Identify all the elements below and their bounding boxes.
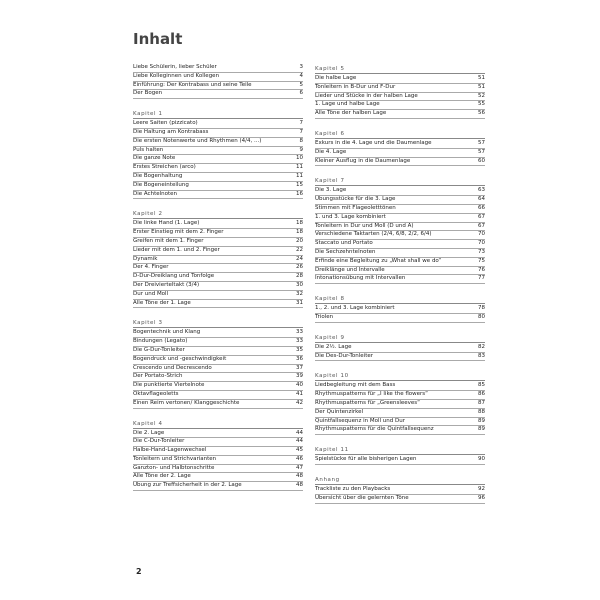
toc-right-column — [315, 64, 485, 514]
toc-entry-page: 80 — [478, 313, 485, 320]
toc-entry-title: Der Bogen — [133, 90, 163, 97]
toc-entry-page: 89 — [478, 426, 485, 433]
toc-entry — [315, 214, 485, 223]
toc-entry-title: Oktavflageoletts — [133, 390, 179, 397]
toc-entry-title: Crescendo und Decrescendo — [133, 364, 212, 371]
toc-entry — [315, 240, 485, 249]
toc-entry-title: Die Des-Dur-Tonleiter — [315, 352, 373, 359]
toc-entry-page: 44 — [296, 438, 303, 445]
toc-entry — [315, 75, 485, 84]
toc-entry — [315, 196, 485, 205]
toc-entry-page: 63 — [478, 187, 485, 194]
toc-section — [133, 318, 303, 408]
toc-entry — [133, 120, 303, 129]
toc-entry-page: 16 — [296, 190, 303, 197]
toc-entry — [315, 305, 485, 314]
toc-entry-page: 35 — [296, 346, 303, 353]
toc-entry-page: 18 — [296, 229, 303, 236]
toc-entry-title: Einen Reim vertonen/ Klanggeschichte — [133, 399, 240, 406]
toc-entry-title: Kleiner Ausflug in die Daumenlage — [315, 157, 411, 164]
toc-entry — [315, 275, 485, 284]
toc-entry-page: 40 — [296, 382, 303, 389]
toc-entry-title: Trackliste zu den Playbacks — [315, 485, 391, 492]
toc-entry-page: 24 — [296, 255, 303, 262]
toc-entry — [315, 158, 485, 167]
toc-entry-title: Der Quintenzirkel — [315, 408, 364, 415]
toc-entry — [133, 465, 303, 474]
toc-entry — [133, 182, 303, 191]
toc-entry-page: 37 — [296, 364, 303, 371]
toc-entry-page: 64 — [478, 196, 485, 203]
toc-entry-page: 41 — [296, 390, 303, 397]
toc-entry — [315, 231, 485, 240]
toc-entry-page: 45 — [296, 447, 303, 454]
toc-entry-page: 73 — [478, 248, 485, 255]
toc-entry — [315, 314, 485, 323]
toc-section — [315, 475, 485, 504]
toc-entry-title: Halbe-Hand-Lagenwechsel — [133, 447, 207, 454]
toc-section — [133, 419, 303, 492]
toc-entry — [133, 347, 303, 356]
toc-entry-page: 7 — [299, 120, 303, 127]
toc-entry-title: Staccato und Portato — [315, 240, 373, 247]
toc-entry — [133, 173, 303, 182]
toc-entry-title: Puls halten — [133, 146, 164, 153]
toc-entry-page: 90 — [478, 456, 485, 463]
toc-entry-page: 48 — [296, 482, 303, 489]
toc-entry-page: 33 — [296, 338, 303, 345]
toc-entry-title: Die G-Dur-Tonleiter — [133, 346, 185, 353]
toc-entry-page: 51 — [478, 83, 485, 90]
toc-entry-page: 22 — [296, 246, 303, 253]
toc-entry-title: Die 4. Lage — [315, 148, 347, 155]
toc-section — [133, 209, 303, 308]
toc-entry-page: 20 — [296, 237, 303, 244]
toc-entry-title: Rhythmuspatterns für „Greensleeves“ — [315, 399, 420, 406]
toc-entry — [133, 155, 303, 164]
toc-entry-page: 76 — [478, 266, 485, 273]
toc-entry — [315, 456, 485, 465]
toc-entry-title: Die 3. Lage — [315, 187, 347, 194]
toc-entry-page: 32 — [296, 290, 303, 297]
toc-entry — [133, 482, 303, 491]
toc-section — [315, 333, 485, 362]
toc-section — [133, 109, 303, 199]
toc-entry-page: 70 — [478, 240, 485, 247]
toc-entry-page: 36 — [296, 355, 303, 362]
toc-entry-title: Lieder und Stücke in der halben Lage — [315, 92, 418, 99]
toc-entry — [133, 264, 303, 273]
toc-entry-page: 3 — [299, 64, 303, 70]
toc-entry — [133, 456, 303, 465]
chapter-heading: Kapitel 10 — [315, 371, 485, 381]
toc-entry-page: 82 — [478, 343, 485, 350]
toc-entry — [133, 256, 303, 265]
toc-entry — [315, 391, 485, 400]
toc-entry-title: Alle Töne der halben Lage — [315, 110, 387, 117]
toc-entry — [315, 205, 485, 214]
toc-entry — [133, 291, 303, 300]
toc-entry-title: 1. und 3. Lage kombiniert — [315, 213, 386, 220]
toc-entry-title: Die linke Hand (1. Lage) — [133, 220, 200, 227]
toc-entry-page: 57 — [478, 148, 485, 155]
toc-entry — [315, 101, 485, 110]
toc-entry — [133, 138, 303, 147]
toc-entry-title: Die Sechzehntelnoten — [315, 248, 376, 255]
toc-entry-page: 67 — [478, 213, 485, 220]
toc-entry-title: Bogendruck und -geschwindigkeit — [133, 355, 227, 362]
toc-entry — [133, 164, 303, 173]
toc-entry — [133, 247, 303, 256]
toc-entry-page: 60 — [478, 157, 485, 164]
toc-entry-title: Tonleitern in B-Dur und F-Dur — [315, 83, 396, 90]
toc-entry-title: Intonationsübung mit Intervallen — [315, 275, 406, 282]
toc-entry — [133, 273, 303, 282]
toc-entry-page: 28 — [296, 273, 303, 280]
toc-entry — [133, 191, 303, 200]
toc-entry-page: 7 — [299, 128, 303, 135]
toc-entry-title: Alle Töne der 1. Lage — [133, 299, 191, 306]
toc-entry-page: 42 — [296, 399, 303, 406]
toc-entry — [315, 495, 485, 504]
toc-entry-title: Tonleitern und Strichvarianten — [133, 455, 217, 462]
toc-entry-title: Die C-Dur-Tonleiter — [133, 438, 185, 445]
toc-entry-title: Dreiklänge und Intervalle — [315, 266, 385, 273]
toc-entry — [315, 418, 485, 427]
toc-entry — [315, 149, 485, 158]
toc-entry-title: Der 4. Finger — [133, 264, 169, 271]
toc-entry — [133, 282, 303, 291]
toc-entry — [315, 400, 485, 409]
toc-entry-title: Verschiedene Taktarten (2/4, 6/8, 2/2, 6/4) — [315, 231, 432, 238]
toc-entry-title: Übung zur Treffsicherheit in der 2. Lage — [133, 482, 242, 489]
toc-entry-page: 51 — [478, 75, 485, 81]
toc-entry-page: 47 — [296, 464, 303, 471]
toc-entry-title: Quintfallsequenz in Moll und Dur — [315, 417, 405, 424]
toc-entry-title: Lieder mit dem 1. und 2. Finger — [133, 246, 220, 253]
toc-entry-title: Liebe Schülerin, lieber Schüler — [133, 64, 217, 70]
toc-entry — [315, 344, 485, 353]
chapter-heading: Kapitel 7 — [315, 176, 485, 186]
toc-entry — [133, 229, 303, 238]
toc-entry-title: Übersicht über die gelernten Töne — [315, 494, 409, 501]
toc-entry-page: 52 — [478, 92, 485, 99]
toc-entry-page: 30 — [296, 281, 303, 288]
toc-entry-page: 70 — [478, 231, 485, 238]
toc-entry-title: D-Dur-Dreiklang und Tonfolge — [133, 273, 215, 280]
toc-entry-title: Die 2. Lage — [133, 429, 165, 436]
toc-entry — [315, 382, 485, 391]
toc-entry-page: 67 — [478, 222, 485, 229]
toc-section — [315, 64, 485, 119]
toc-entry — [133, 147, 303, 156]
toc-entry — [315, 426, 485, 435]
toc-entry — [133, 430, 303, 439]
toc-section — [133, 64, 303, 99]
toc-entry-page: 15 — [296, 181, 303, 188]
toc-entry — [133, 90, 303, 99]
toc-entry-title: Die Bogeneinteilung — [133, 181, 189, 188]
toc-entry-title: Bindungen (Legato) — [133, 338, 188, 345]
toc-entry — [133, 300, 303, 309]
page-title: Inhalt — [133, 30, 183, 48]
toc-entry-title: Die halbe Lage — [315, 75, 357, 81]
toc-section — [315, 294, 485, 323]
toc-entry — [133, 447, 303, 456]
toc-entry-title: Spielstücke für alle bisherigen Lagen — [315, 456, 417, 463]
toc-entry-title: Einführung: Der Kontrabass und seine Teile — [133, 81, 252, 88]
toc-entry — [315, 258, 485, 267]
toc-entry — [133, 391, 303, 400]
toc-entry — [315, 110, 485, 119]
toc-entry-title: Die Bogenhaltung — [133, 172, 183, 179]
toc-entry-page: 9 — [299, 146, 303, 153]
toc-entry-page: 55 — [478, 101, 485, 108]
chapter-heading: Kapitel 1 — [133, 109, 303, 119]
toc-entry-title: Die Achtelnoten — [133, 190, 178, 197]
toc-entry-page: 33 — [296, 329, 303, 336]
toc-entry — [133, 73, 303, 82]
toc-entry — [133, 356, 303, 365]
chapter-heading: Kapitel 5 — [315, 64, 485, 74]
toc-entry-page: 46 — [296, 455, 303, 462]
toc-entry-page: 39 — [296, 373, 303, 380]
toc-entry-title: Tonleitern in Dur und Moll (D und A) — [315, 222, 414, 229]
toc-entry — [133, 400, 303, 409]
toc-entry-title: Erstes Streichen (arco) — [133, 164, 196, 171]
toc-entry-page: 96 — [478, 494, 485, 501]
toc-entry — [315, 249, 485, 258]
toc-entry-title: Rhythmuspatterns für „I like the flowers“ — [315, 391, 429, 398]
toc-section — [315, 445, 485, 465]
toc-entry-title: Greifen mit dem 1. Finger — [133, 237, 204, 244]
toc-entry-page: 89 — [478, 417, 485, 424]
toc-entry — [315, 187, 485, 196]
chapter-heading: Kapitel 2 — [133, 209, 303, 219]
toc-entry — [315, 140, 485, 149]
toc-entry-page: 85 — [478, 382, 485, 389]
toc-entry-page: 11 — [296, 164, 303, 171]
toc-entry-title: Dynamik — [133, 255, 158, 262]
toc-entry — [133, 64, 303, 73]
toc-entry-title: Die ersten Notenwerte und Rhythmen (4/4, ...) — [133, 137, 262, 144]
toc-entry-page: 31 — [296, 299, 303, 306]
toc-entry — [315, 353, 485, 362]
toc-entry-page: 75 — [478, 257, 485, 264]
toc-entry — [133, 473, 303, 482]
toc-entry — [133, 82, 303, 91]
toc-section — [315, 371, 485, 435]
toc-entry-page: 11 — [296, 172, 303, 179]
toc-entry-page: 56 — [478, 110, 485, 117]
toc-entry-page: 48 — [296, 473, 303, 480]
toc-entry-page: 57 — [478, 139, 485, 146]
toc-section — [315, 129, 485, 166]
toc-entry-page: 10 — [296, 155, 303, 162]
toc-entry-page: 92 — [478, 485, 485, 492]
toc-entry — [133, 382, 303, 391]
toc-entry-page: 44 — [296, 429, 303, 436]
toc-entry — [315, 486, 485, 495]
toc-entry-title: Leere Saiten (pizzicato) — [133, 120, 198, 127]
toc-entry-title: Erster Einstieg mit dem 2. Finger — [133, 229, 224, 236]
toc-entry-title: Dur und Moll — [133, 290, 169, 297]
chapter-heading: Kapitel 9 — [315, 333, 485, 343]
chapter-heading: Kapitel 11 — [315, 445, 485, 455]
toc-entry-title: Die 2½. Lage — [315, 343, 352, 350]
toc-entry — [133, 129, 303, 138]
toc-entry-page: 66 — [478, 204, 485, 211]
toc-entry-page: 8 — [299, 137, 303, 144]
chapter-heading: Kapitel 4 — [133, 419, 303, 429]
page-number: 2 — [136, 567, 142, 576]
toc-entry-title: 1. Lage und halbe Lage — [315, 101, 380, 108]
chapter-heading: Kapitel 3 — [133, 318, 303, 328]
toc-entry-page: 6 — [299, 90, 303, 97]
chapter-heading: Kapitel 8 — [315, 294, 485, 304]
toc-entry — [315, 93, 485, 102]
toc-section — [315, 176, 485, 284]
toc-entry-title: Liebe Kolleginnen und Kollegen — [133, 72, 220, 79]
toc-entry — [133, 373, 303, 382]
toc-entry-page: 83 — [478, 352, 485, 359]
toc-entry-title: Der Portato-Strich — [133, 373, 183, 380]
toc-entry-title: Rhythmuspatterns für die Quintfallsequenz — [315, 426, 434, 433]
toc-entry-page: 5 — [299, 81, 303, 88]
toc-entry-title: 1., 2. und 3. Lage kombiniert — [315, 305, 395, 312]
toc-entry-page: 77 — [478, 275, 485, 282]
toc-entry-page: 26 — [296, 264, 303, 271]
toc-entry-title: Die punktierte Viertelnote — [133, 382, 205, 389]
toc-entry — [133, 365, 303, 374]
toc-left-column — [133, 64, 303, 501]
toc-entry — [133, 238, 303, 247]
toc-entry-page: 87 — [478, 399, 485, 406]
toc-entry — [315, 223, 485, 232]
chapter-heading: Anhang — [315, 475, 485, 485]
toc-entry-title: Stimmen mit Flageoletttönen — [315, 204, 396, 211]
toc-entry-page: 86 — [478, 391, 485, 398]
toc-entry-title: Triolen — [315, 313, 334, 320]
toc-entry-page: 88 — [478, 408, 485, 415]
toc-entry-page: 18 — [296, 220, 303, 227]
toc-entry-title: Der Dreivierteltakt (3/4) — [133, 281, 200, 288]
toc-entry — [315, 84, 485, 93]
toc-entry — [133, 338, 303, 347]
toc-entry-title: Exkurs in die 4. Lage und die Daumenlage — [315, 139, 432, 146]
toc-entry-title: Ganzton- und Halbtonschritte — [133, 464, 215, 471]
toc-entry-title: Die ganze Note — [133, 155, 176, 162]
toc-entry — [133, 220, 303, 229]
toc-entry-title: Die Haltung am Kontrabass — [133, 128, 209, 135]
toc-entry — [133, 329, 303, 338]
toc-entry-page: 4 — [299, 72, 303, 79]
toc-entry — [315, 409, 485, 418]
toc-entry — [133, 438, 303, 447]
toc-entry-title: Bogentechnik und Klang — [133, 329, 201, 336]
toc-entry-title: Übungsstücke für die 3. Lage — [315, 196, 396, 203]
toc-entry-page: 78 — [478, 305, 485, 312]
toc-entry — [315, 267, 485, 276]
chapter-heading: Kapitel 6 — [315, 129, 485, 139]
toc-entry-title: Erfinde eine Begleitung zu „What shall we do“ — [315, 257, 442, 264]
toc-entry-title: Alle Töne der 2. Lage — [133, 473, 191, 480]
toc-entry-title: Liedbegleitung mit dem Bass — [315, 382, 396, 389]
